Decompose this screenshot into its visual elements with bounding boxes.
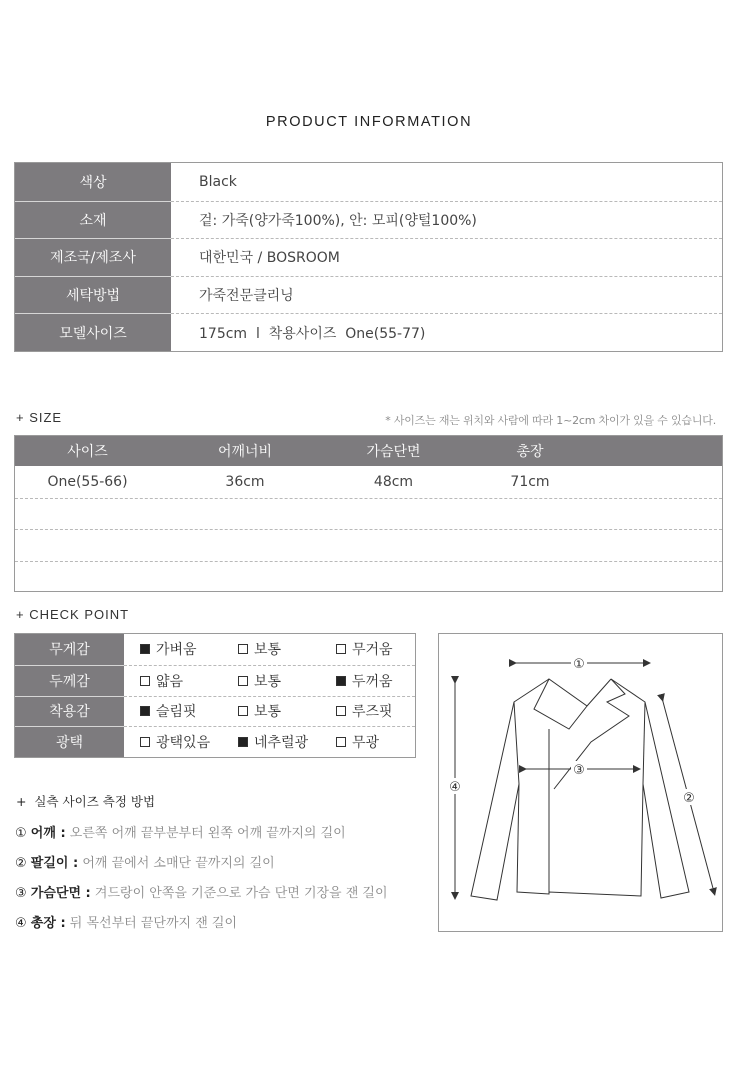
info-value: 가죽전문클리닝 [171,276,722,314]
size-table-row [15,466,722,498]
check-row-fit [15,696,415,727]
check-option [140,671,238,691]
check-section-label: + CHECK POINT [16,607,130,622]
size-cell: One(55-66) [47,473,128,490]
jacket-measurement-diagram-icon [439,634,724,933]
unchecked-box-icon [238,676,248,686]
option-label: 보통 [254,704,282,721]
measure-item [15,822,346,841]
unchecked-box-icon [336,737,346,747]
check-option [140,639,238,659]
info-row-material [15,201,722,239]
measure-name: 총장 : [30,916,66,931]
info-key: 소재 [15,201,171,239]
option-label: 보통 [254,673,282,690]
check-row-weight [15,634,415,665]
option-label: 얇음 [156,673,184,690]
unchecked-box-icon [336,644,346,654]
unchecked-box-icon [140,676,150,686]
size-note: * 사이즈는 재는 위치와 사람에 따라 1~2cm 차이가 있을 수 있습니다. [385,414,716,427]
checked-box-icon [238,737,248,747]
info-row-manufacturer [15,238,722,276]
measure-number: ① [15,826,27,841]
check-option [238,701,336,721]
option-label: 광택있음 [156,735,211,752]
check-options [124,634,415,665]
measure-item [15,852,275,871]
info-value: Black [199,173,237,190]
check-option [336,701,393,721]
measure-item [15,912,237,931]
unchecked-box-icon [140,737,150,747]
check-option [238,732,336,752]
check-key: 두께감 [15,665,124,696]
check-row-thickness [15,665,415,696]
info-value: 겉: 가죽(양가죽100%), 안: 모피(양털100%) [171,201,722,239]
option-label: 네추럴광 [254,735,309,752]
check-option [336,671,393,691]
marker-1-label: ① [573,657,585,672]
measure-desc: 오른쪽 어깨 끝부분부터 왼쪽 어깨 끝까지의 길이 [69,826,346,841]
check-key: 착용감 [15,696,124,727]
size-table-row [15,561,722,593]
check-option [238,671,336,691]
option-label: 슬림핏 [156,704,197,721]
measure-name: 가슴단면 : [30,886,91,901]
check-options [124,665,415,696]
size-table [14,435,723,592]
checked-box-icon [140,644,150,654]
measure-desc: 겨드랑이 안쪽을 기준으로 가슴 단면 기장을 잰 길이 [94,886,388,901]
check-row-gloss [15,726,415,757]
size-cell: 71cm [510,473,550,490]
unchecked-box-icon [238,644,248,654]
measure-name: 팔길이 : [30,856,79,871]
check-option [140,701,238,721]
check-option [238,639,336,659]
marker-4-label: ④ [449,780,461,795]
info-key: 모델사이즈 [15,313,171,351]
check-option [336,639,393,659]
measure-number: ③ [15,886,27,901]
unchecked-box-icon [238,706,248,716]
page-title: PRODUCT INFORMATION [265,114,473,130]
size-header-cell: 총장 [516,444,544,460]
size-table-row [15,529,722,561]
check-options [124,696,415,727]
measure-name: 어깨 : [30,826,66,841]
option-label: 두꺼움 [352,673,393,690]
check-option [140,732,238,752]
info-key: 세탁방법 [15,276,171,314]
info-value: 175cm l 착용사이즈 One(55-77) [171,313,722,351]
size-table-row [15,498,722,530]
size-cell: 48cm [373,473,414,490]
info-row-washing [15,276,722,314]
size-header-cell: 사이즈 [67,444,108,460]
checked-box-icon [140,706,150,716]
option-label: 무거움 [352,642,393,659]
check-point-table [14,633,416,758]
measure-desc: 뒤 목선부터 끝단까지 잰 길이 [69,916,238,931]
option-label: 가벼움 [156,642,197,659]
unchecked-box-icon [336,706,346,716]
check-key: 광택 [15,726,124,757]
marker-2-label: ② [683,791,695,806]
info-key: 색상 [15,163,171,201]
check-key: 무게감 [15,634,124,665]
product-info-table [14,162,723,352]
option-label: 무광 [352,735,380,752]
measure-number: ② [15,856,27,871]
measure-number: ④ [15,916,27,931]
size-header-cell: 가슴단면 [366,444,421,460]
info-value: 대한민국 / BOSROOM [171,238,722,276]
check-options [124,726,415,757]
size-header-cell: 어깨너비 [217,444,273,460]
size-section-label: + SIZE [16,410,63,425]
info-row-model-size [15,313,722,351]
size-cell: 36cm [225,473,265,490]
size-table-header [15,436,722,466]
info-row-color [15,163,722,201]
info-key: 제조국/제조사 [15,238,171,276]
checked-box-icon [336,676,346,686]
jacket-diagram [438,633,723,932]
measure-title: + 실측 사이즈 측정 방법 [16,794,156,809]
marker-3-label: ③ [573,763,585,778]
measure-desc: 어깨 끝에서 소매단 끝까지의 길이 [82,856,275,871]
option-label: 루즈핏 [352,704,393,721]
check-option [336,732,379,752]
measure-item [15,882,388,901]
option-label: 보통 [254,642,282,659]
